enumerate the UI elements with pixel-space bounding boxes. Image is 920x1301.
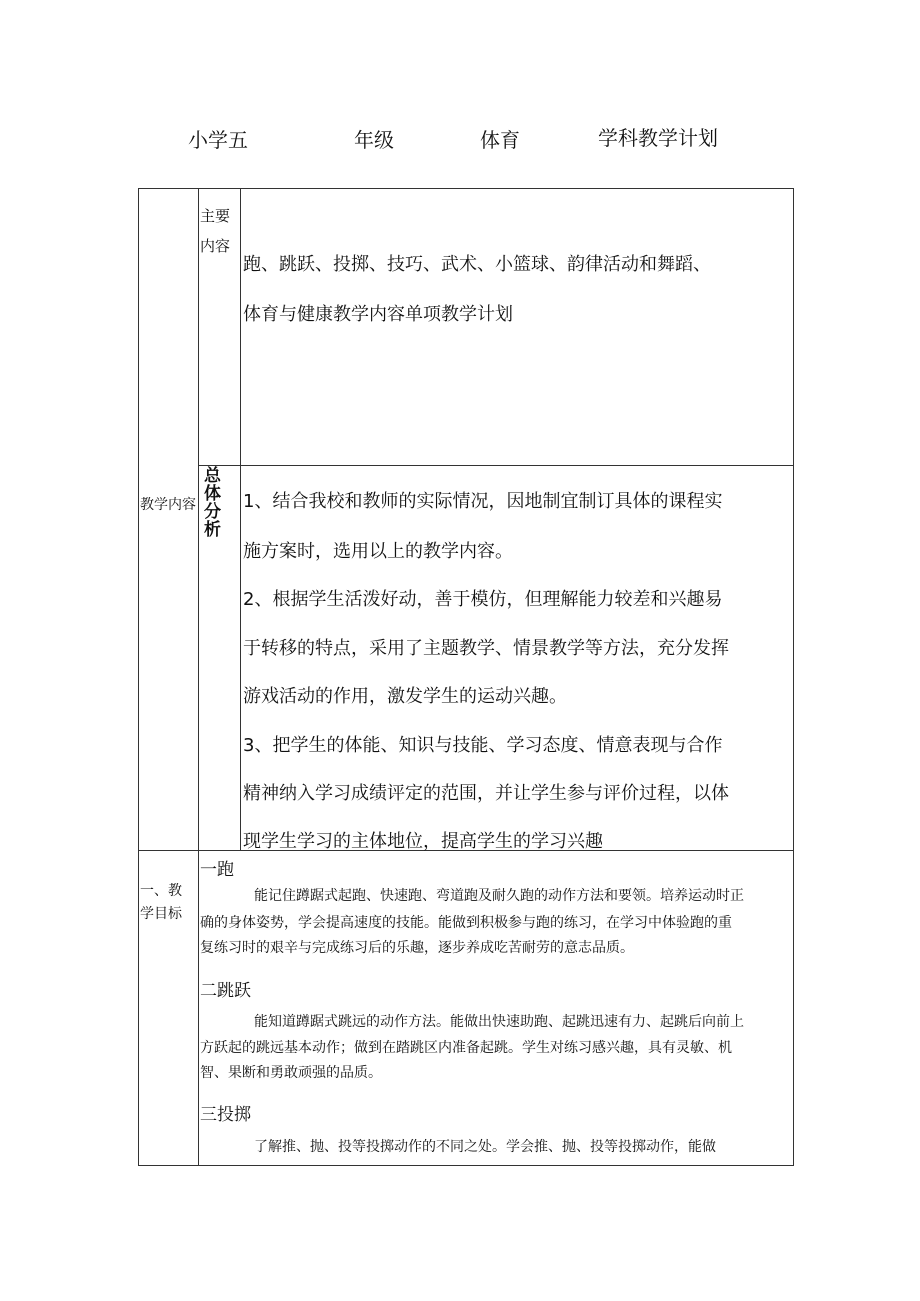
row-label-teaching-objectives: 一、教学目标 (140, 883, 182, 922)
title-school: 小学五 (188, 128, 248, 152)
table-border-right (793, 188, 794, 1166)
table-border-top (138, 188, 794, 189)
title-subject: 体育 (480, 128, 520, 152)
analysis-line: 游戏活动的作用，激发学生的运动兴趣。 (243, 686, 567, 707)
analysis-line: 1、结合我校和教师的实际情况，因地制宜制订具体的课程实 (243, 491, 723, 512)
table-col-divider-2 (240, 188, 241, 850)
row-label-teaching-content: 教学内容 (140, 497, 196, 513)
objective-jump-line: 智、果断和勇敢顽强的品质。 (200, 1065, 382, 1081)
objective-jump-line: 能知道蹲踞式跳远的动作方法。能做出快速助跑、起跳迅速有力、起跳后向前上 (254, 1014, 744, 1030)
table-border-bottom (138, 1165, 794, 1166)
table-border-left (138, 188, 139, 1166)
objective-throw-line: 了解推、抛、投等投掷动作的不同之处。学会推、抛、投等投掷动作，能做 (254, 1139, 716, 1155)
sub-label-overall-analysis: 总体分析 (204, 466, 221, 540)
analysis-line: 于转移的特点，采用了主题教学、情景教学等方法，充分发挥 (243, 638, 729, 659)
objective-heading-run: 一跑 (200, 860, 234, 880)
main-content-line: 体育与健康教学内容单项教学计划 (243, 304, 513, 325)
analysis-line: 2、根据学生活泼好动，善于模仿，但理解能力较差和兴趣易 (243, 589, 723, 610)
objective-heading-jump: 二跳跃 (200, 981, 251, 1001)
analysis-line: 现学生学习的主体地位，提高学生的学习兴趣 (243, 831, 603, 852)
title-grade: 年级 (354, 128, 394, 152)
objective-heading-throw: 三投掷 (200, 1105, 251, 1125)
objective-run-line: 确的身体姿势，学会提高速度的技能。能做到积极参与跑的练习，在学习中体验跑的重 (200, 915, 732, 931)
analysis-line: 施方案时，选用以上的教学内容。 (243, 541, 513, 562)
analysis-line: 3、把学生的体能、知识与技能、学习态度、情意表现与合作 (243, 735, 723, 756)
objective-run-line: 能记住蹲踞式起跑、快速跑、弯道跑及耐久跑的动作方法和要领。培养运动时正 (254, 888, 744, 904)
table-row-divider-sub (198, 465, 794, 466)
objective-run-line: 复练习时的艰辛与完成练习后的乐趣，逐步养成吃苦耐劳的意志品质。 (200, 940, 634, 956)
table-col-divider-1 (198, 188, 199, 1166)
title-plan: 学科教学计划 (598, 126, 718, 150)
objective-jump-line: 方跃起的跳远基本动作；做到在踏跳区内准备起跳。学生对练习感兴趣，具有灵敏、机 (200, 1040, 732, 1056)
sub-label-main-content: 主要内容 (200, 207, 231, 255)
main-content-line: 跑、跳跃、投掷、技巧、武术、小篮球、韵律活动和舞蹈、 (243, 254, 711, 275)
analysis-line: 精神纳入学习成绩评定的范围，并让学生参与评价过程，以体 (243, 783, 729, 804)
